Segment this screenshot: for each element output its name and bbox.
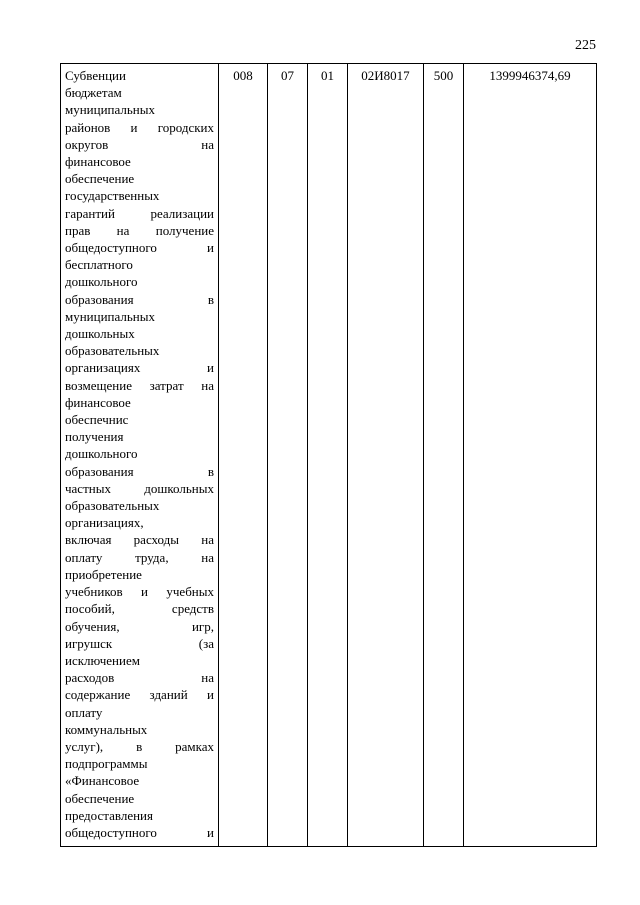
ministry-code-cell: 008: [219, 64, 268, 847]
description-line: обеспечение: [65, 171, 135, 187]
description-cell: [61, 64, 219, 847]
description-line: муниципальных: [65, 308, 156, 324]
description-line: бюджетам: [65, 85, 122, 101]
description-text: [65, 67, 214, 841]
description-line: общедоступного и: [65, 824, 214, 840]
description-line: возмещение затрат на: [65, 377, 214, 393]
expense-type-cell: 500: [424, 64, 464, 847]
description-line: обеспечение: [65, 790, 135, 806]
description-line: обучения, игр,: [65, 618, 214, 634]
description-line: прав на получение: [65, 222, 214, 238]
description-line: дошкольного: [65, 274, 138, 290]
description-line: организациях,: [65, 515, 144, 531]
description-line: районов и городских: [65, 119, 214, 135]
budget-table: [60, 63, 597, 847]
description-line: образования в: [65, 463, 214, 479]
description-line: содержание зданий и: [65, 687, 214, 703]
description-line: расходов на: [65, 670, 214, 686]
description-line: дошкольных: [65, 326, 135, 342]
description-line: включая расходы на: [65, 532, 214, 548]
description-line: общедоступного и: [65, 240, 214, 256]
description-line: получения: [65, 429, 124, 445]
description-line: частных дошкольных: [65, 480, 214, 496]
target-article-cell: 02И8017: [348, 64, 424, 847]
description-line: финансовое: [65, 394, 131, 410]
description-line: учебников и учебных: [65, 584, 214, 600]
description-line: образования в: [65, 291, 214, 307]
description-line: Субвенции: [65, 68, 126, 83]
description-line: бесплатного: [65, 257, 133, 273]
description-line: предоставления: [65, 807, 153, 823]
description-line: дошкольного: [65, 446, 138, 462]
subsection-code-cell: 01: [308, 64, 348, 847]
description-line: округов на: [65, 136, 214, 152]
description-line: пособий, средств: [65, 601, 214, 617]
description-line: коммунальных: [65, 721, 148, 737]
description-line: государственных: [65, 188, 160, 204]
description-line: «Финансовое: [65, 773, 140, 789]
section-code-cell: 07: [268, 64, 308, 847]
description-line: подпрограммы: [65, 756, 148, 772]
description-line: обеспечнис: [65, 412, 129, 428]
page-number: 225: [575, 38, 596, 53]
table-row: [61, 64, 597, 847]
description-line: приобретение: [65, 566, 142, 582]
description-line: финансовое: [65, 154, 131, 170]
description-line: игрушск (за: [65, 635, 214, 651]
description-line: услуг), в рамках: [65, 738, 214, 754]
description-line: оплату: [65, 704, 103, 720]
description-line: муниципальных: [65, 102, 156, 118]
description-line: гарантий реализации: [65, 205, 214, 221]
description-line: образовательных: [65, 343, 160, 359]
description-line: организациях и: [65, 360, 214, 376]
description-line: образовательных: [65, 498, 160, 514]
description-line: исключением: [65, 652, 140, 668]
description-line: оплату труда, на: [65, 549, 214, 565]
amount-cell: 1399946374,69: [464, 64, 597, 847]
